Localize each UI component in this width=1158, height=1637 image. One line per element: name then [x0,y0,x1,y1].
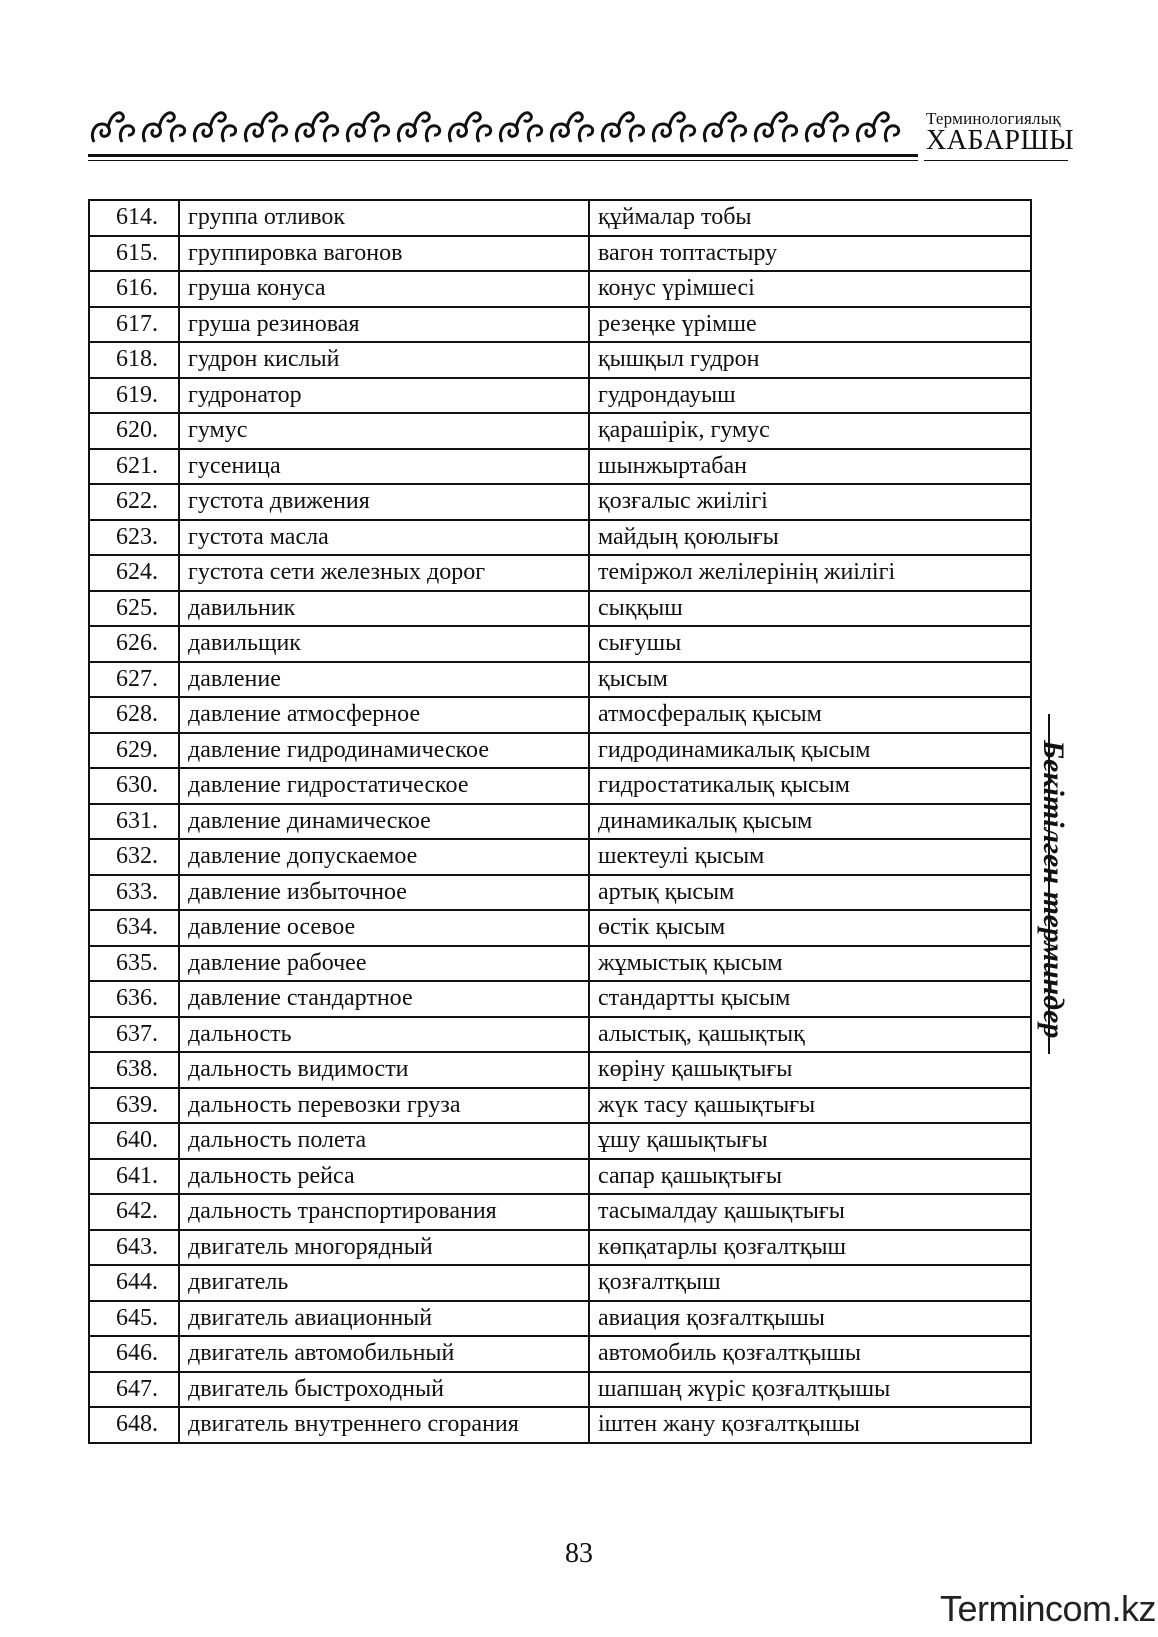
kazakh-term: құймалар тобы [589,200,1031,236]
table-row [89,733,1031,769]
kazakh-term: көпқатарлы қозғалтқыш [589,1230,1031,1266]
table-row [89,1407,1031,1443]
kazakh-term: атмосфералық қысым [589,697,1031,733]
row-number: 626. [89,626,179,662]
russian-term: давление допускаемое [179,839,589,875]
row-number: 631. [89,804,179,840]
row-number: 616. [89,271,179,307]
russian-term: груша резиновая [179,307,589,343]
table-row [89,520,1031,556]
row-number: 635. [89,946,179,982]
page-header [88,104,1075,166]
ornament-border-icon [88,104,910,150]
table-row [89,839,1031,875]
russian-term: гудрон кислый [179,342,589,378]
kazakh-term: авиация қозғалтқышы [589,1301,1031,1337]
terms-table [88,199,1032,1444]
table-row [89,591,1031,627]
russian-term: двигатель авиационный [179,1301,589,1337]
row-number: 636. [89,981,179,1017]
russian-term: группировка вагонов [179,236,589,272]
row-number: 617. [89,307,179,343]
russian-term: давление стандартное [179,981,589,1017]
row-number: 644. [89,1265,179,1301]
table-row [89,662,1031,698]
russian-term: давление атмосферное [179,697,589,733]
table-row [89,1372,1031,1408]
row-number: 619. [89,378,179,414]
kazakh-term: іштен жану қозғалтқышы [589,1407,1031,1443]
row-number: 643. [89,1230,179,1266]
russian-term: дальность перевозки груза [179,1088,589,1124]
kazakh-term: автомобиль қозғалтқышы [589,1336,1031,1372]
russian-term: гумус [179,413,589,449]
russian-term: давление рабочее [179,946,589,982]
russian-term: давление избыточное [179,875,589,911]
row-number: 621. [89,449,179,485]
table-row [89,271,1031,307]
kazakh-term: жұмыстық қысым [589,946,1031,982]
journal-name-big: ХАБАРШЫ [926,125,1075,156]
row-number: 646. [89,1336,179,1372]
kazakh-term: гидростатикалық қысым [589,768,1031,804]
russian-term: давление осевое [179,910,589,946]
row-number: 614. [89,200,179,236]
kazakh-term: майдың қоюлығы [589,520,1031,556]
kazakh-term: қарашірік, гумус [589,413,1031,449]
russian-term: гудронатор [179,378,589,414]
row-number: 622. [89,484,179,520]
kazakh-term: қозғалтқыш [589,1265,1031,1301]
row-number: 630. [89,768,179,804]
kazakh-term: теміржол желілерінің жиілігі [589,555,1031,591]
russian-term: дальность полета [179,1123,589,1159]
row-number: 620. [89,413,179,449]
row-number: 629. [89,733,179,769]
russian-term: дальность транспортирования [179,1194,589,1230]
header-rule-thin [88,160,918,161]
russian-term: двигатель [179,1265,589,1301]
kazakh-term: сапар қашықтығы [589,1159,1031,1195]
kazakh-term: резеңке үрімше [589,307,1031,343]
row-number: 632. [89,839,179,875]
russian-term: давильщик [179,626,589,662]
kazakh-term: артық қысым [589,875,1031,911]
row-number: 628. [89,697,179,733]
row-number: 634. [89,910,179,946]
table-row [89,1194,1031,1230]
kazakh-term: вагон топтастыру [589,236,1031,272]
kazakh-term: конус үрімшесі [589,271,1031,307]
table-row [89,378,1031,414]
russian-term: густота масла [179,520,589,556]
table-row [89,484,1031,520]
russian-term: давление гидродинамическое [179,733,589,769]
watermark-logo: Termincom.kz [940,1588,1157,1629]
kazakh-term: гидродинамикалық қысым [589,733,1031,769]
terms-table-body [89,200,1031,1443]
side-label-text: Бекітілген терминдер [1037,740,1070,1039]
kazakh-term: шектеулі қысым [589,839,1031,875]
journal-name-small: Терминологиялық [926,109,1061,128]
russian-term: дальность [179,1017,589,1053]
side-label [1037,740,1090,1040]
kazakh-term: шынжыртабан [589,449,1031,485]
row-number: 637. [89,1017,179,1053]
russian-term: давильник [179,591,589,627]
row-number: 627. [89,662,179,698]
russian-term: дальность видимости [179,1052,589,1088]
kazakh-term: сыққыш [589,591,1031,627]
table-row [89,307,1031,343]
kazakh-term: ұшу қашықтығы [589,1123,1031,1159]
row-number: 624. [89,555,179,591]
row-number: 618. [89,342,179,378]
kazakh-term: жүк тасу қашықтығы [589,1088,1031,1124]
row-number: 642. [89,1194,179,1230]
russian-term: двигатель быстроходный [179,1372,589,1408]
row-number: 641. [89,1159,179,1195]
table-row [89,910,1031,946]
kazakh-term: сығушы [589,626,1031,662]
page-number: 83 [565,1538,593,1569]
header-rule [88,154,918,157]
table-row [89,1159,1031,1195]
row-number: 639. [89,1088,179,1124]
table-row [89,981,1031,1017]
russian-term: двигатель многорядный [179,1230,589,1266]
russian-term: груша конуса [179,271,589,307]
russian-term: дальность рейса [179,1159,589,1195]
row-number: 648. [89,1407,179,1443]
russian-term: двигатель внутреннего сгорания [179,1407,589,1443]
table-row [89,200,1031,236]
russian-term: давление динамическое [179,804,589,840]
table-row [89,1052,1031,1088]
table-row [89,946,1031,982]
table-row [89,1265,1031,1301]
kazakh-term: алыстық, қашықтық [589,1017,1031,1053]
table-row [89,1336,1031,1372]
russian-term: давление [179,662,589,698]
table-row [89,804,1031,840]
table-row [89,1230,1031,1266]
kazakh-term: стандартты қысым [589,981,1031,1017]
row-number: 625. [89,591,179,627]
table-row [89,449,1031,485]
row-number: 623. [89,520,179,556]
table-row [89,413,1031,449]
table-row [89,555,1031,591]
kazakh-term: қышқыл гудрон [589,342,1031,378]
kazakh-term: шапшаң жүріс қозғалтқышы [589,1372,1031,1408]
kazakh-term: көріну қашықтығы [589,1052,1031,1088]
table-row [89,1017,1031,1053]
row-number: 633. [89,875,179,911]
table-row [89,342,1031,378]
row-number: 645. [89,1301,179,1337]
kazakh-term: өстік қысым [589,910,1031,946]
table-row [89,1301,1031,1337]
russian-term: группа отливок [179,200,589,236]
title-underline [924,160,1068,161]
russian-term: густота сети железных дорог [179,555,589,591]
table-row [89,1088,1031,1124]
russian-term: двигатель автомобильный [179,1336,589,1372]
table-row [89,875,1031,911]
row-number: 647. [89,1372,179,1408]
kazakh-term: қозғалыс жиілігі [589,484,1031,520]
table-row [89,768,1031,804]
russian-term: густота движения [179,484,589,520]
kazakh-term: қысым [589,662,1031,698]
kazakh-term: тасымалдау қашықтығы [589,1194,1031,1230]
row-number: 615. [89,236,179,272]
table-row [89,626,1031,662]
kazakh-term: гудрондауыш [589,378,1031,414]
row-number: 638. [89,1052,179,1088]
russian-term: давление гидростатическое [179,768,589,804]
table-row [89,236,1031,272]
row-number: 640. [89,1123,179,1159]
table-row [89,697,1031,733]
russian-term: гусеница [179,449,589,485]
kazakh-term: динамикалық қысым [589,804,1031,840]
table-row [89,1123,1031,1159]
